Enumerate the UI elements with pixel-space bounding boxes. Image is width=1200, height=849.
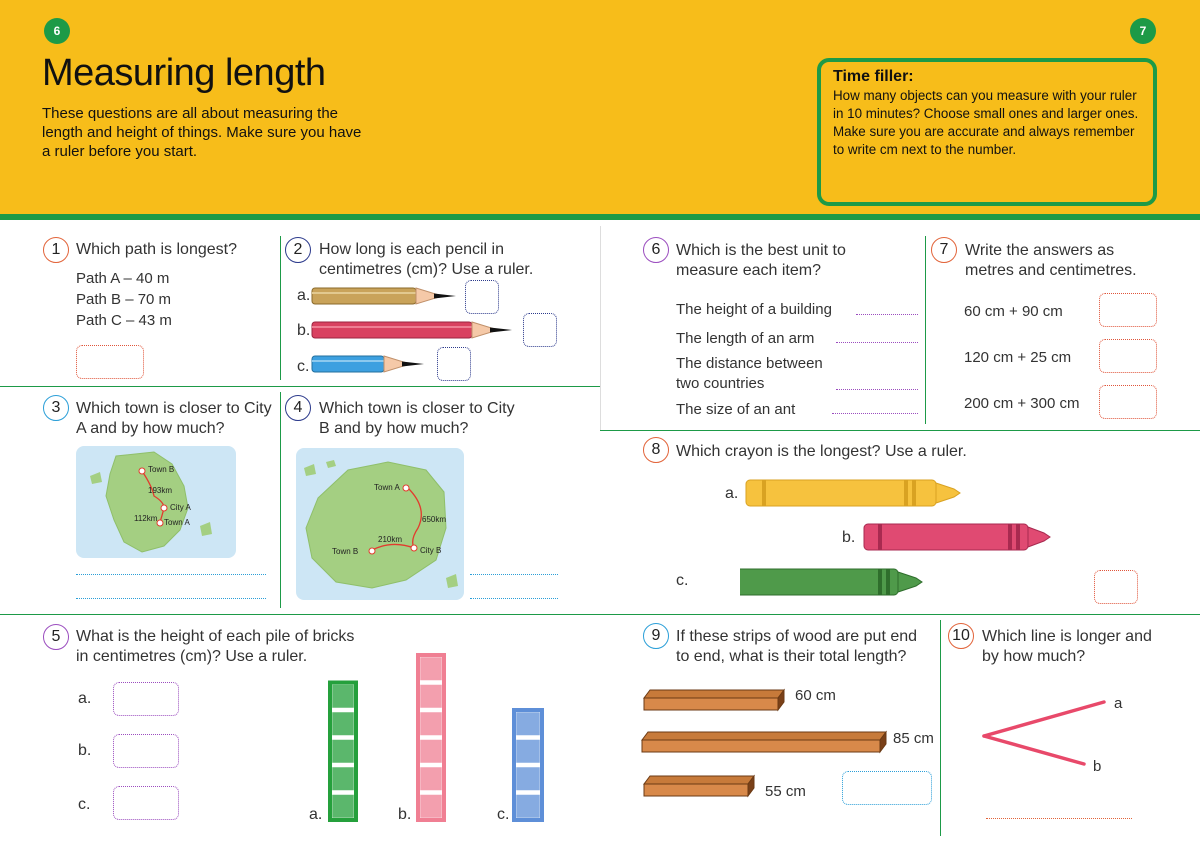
brick-pile-c	[514, 710, 542, 820]
label-c: c.	[676, 572, 689, 589]
question-number: 2	[285, 237, 311, 263]
answer-box-c[interactable]	[437, 347, 471, 381]
answer-box-b[interactable]	[523, 313, 557, 347]
map-label: City B	[420, 546, 442, 555]
question-text: Which crayon is the longest? Use a ruler.	[676, 443, 967, 460]
line-label-a: a	[1114, 695, 1123, 712]
map-distance: 193km	[148, 486, 173, 495]
strip-length: 85 cm	[893, 730, 934, 747]
brick	[421, 796, 441, 818]
crayon-b	[864, 524, 1050, 550]
brick	[517, 768, 539, 790]
pencil-c	[312, 356, 424, 372]
path-b: Path B – 70 m	[76, 291, 172, 308]
question-number: 4	[285, 395, 311, 421]
answer-box-b[interactable]	[113, 734, 179, 768]
label-a: a.	[297, 287, 311, 304]
question-text: Which town is closer to City A and by how much?	[76, 400, 272, 437]
divider	[280, 392, 281, 608]
sum-text: 200 cm + 300 cm	[964, 395, 1080, 412]
answer-line[interactable]	[470, 574, 558, 575]
question-text: Which line is longer and by how much?	[982, 628, 1152, 665]
brick	[517, 713, 539, 735]
crayon-a	[746, 480, 960, 506]
left-page-number: 6	[44, 18, 70, 44]
question-number: 9	[643, 623, 669, 649]
divider	[925, 236, 926, 424]
brick-pile-a	[330, 683, 356, 821]
question-text: Which town is closer to City B and by how much?	[319, 400, 515, 437]
map-q3	[76, 446, 236, 558]
question-number: 10	[948, 623, 974, 649]
path-a: Path A – 40 m	[76, 270, 170, 287]
item-text: The distance between two countries	[676, 355, 823, 392]
question-number: 7	[931, 237, 957, 263]
map-q4	[296, 448, 464, 600]
question-text: If these strips of wood are put end to end, what is their total length?	[676, 628, 918, 665]
sum-text: 60 cm + 90 cm	[964, 303, 1063, 320]
time-filler-heading: Time filler:	[833, 68, 914, 85]
pile-label-a: a.	[309, 806, 323, 823]
question-number: 5	[43, 624, 69, 650]
pile-label-c: c.	[497, 806, 510, 823]
brick	[333, 713, 353, 735]
answer-box[interactable]	[76, 345, 144, 379]
answer-line[interactable]	[836, 389, 918, 390]
question-text: Write the answers as metres and centimetres.	[965, 242, 1137, 279]
pencil-b	[312, 322, 512, 338]
brick-pile-b	[418, 655, 444, 820]
answer-line[interactable]	[836, 342, 918, 343]
right-page-number: 7	[1130, 18, 1156, 44]
label-a: a.	[78, 690, 92, 707]
strip-length: 60 cm	[795, 687, 836, 704]
wood-strip-1	[644, 690, 784, 710]
divider	[0, 614, 1200, 615]
answer-line[interactable]	[76, 574, 266, 575]
label-c: c.	[297, 358, 310, 375]
crayon-c	[740, 569, 922, 595]
answer-box-a[interactable]	[113, 682, 179, 716]
label-b: b.	[297, 322, 311, 339]
brick	[421, 686, 441, 708]
brick	[333, 796, 353, 818]
answer-box[interactable]	[1099, 385, 1157, 419]
item-text: The size of an ant	[676, 401, 796, 418]
answer-box-c[interactable]	[113, 786, 179, 820]
sum-text: 120 cm + 25 cm	[964, 349, 1072, 366]
divider	[280, 236, 281, 380]
divider	[940, 620, 941, 836]
answer-box-a[interactable]	[465, 280, 499, 314]
wood-strip-3	[644, 776, 754, 796]
map-label: Town A	[164, 518, 190, 527]
map-distance: 112km	[134, 514, 158, 523]
path-c: Path C – 43 m	[76, 312, 172, 329]
question-text: Which path is longest?	[76, 241, 237, 258]
brick	[333, 768, 353, 790]
answer-box[interactable]	[842, 771, 932, 805]
question-number: 3	[43, 395, 69, 421]
map-label: Town B	[332, 547, 359, 556]
line-label-b: b	[1093, 758, 1102, 775]
map-label: Town A	[374, 483, 400, 492]
answer-line[interactable]	[832, 413, 918, 414]
brick-piles	[300, 640, 560, 830]
map-label: City A	[170, 503, 191, 512]
label-b: b.	[78, 742, 92, 759]
page-intro: These questions are all about measuring the length and height of things. Make sure you have a ruler before you start.	[42, 105, 362, 160]
brick	[421, 741, 441, 763]
brick	[517, 741, 539, 763]
label-b: b.	[842, 529, 856, 546]
strip-length: 55 cm	[765, 783, 806, 800]
answer-line[interactable]	[856, 314, 918, 315]
wood-strip-2	[642, 732, 886, 752]
brick	[333, 686, 353, 708]
answer-line[interactable]	[76, 598, 266, 599]
lines-diagram	[978, 696, 1128, 776]
question-text: Which is the best unit to measure each item?	[676, 242, 846, 279]
answer-box[interactable]	[1099, 293, 1157, 327]
brick	[333, 741, 353, 763]
label-c: c.	[78, 796, 91, 813]
map-distance: 210km	[378, 535, 403, 544]
answer-box[interactable]	[1094, 570, 1138, 604]
question-text: How long is each pencil in centimetres (cm)? Use a ruler.	[319, 241, 534, 278]
item-text: The height of a building	[676, 301, 832, 318]
label-a: a.	[725, 485, 739, 502]
question-number: 6	[643, 237, 669, 263]
brick	[421, 713, 441, 735]
map-distance: 650km	[422, 515, 447, 524]
divider	[600, 430, 1200, 431]
time-filler-box	[817, 58, 1157, 206]
pile-label-b: b.	[398, 806, 412, 823]
pencil-a	[312, 288, 456, 304]
map-label: Town B	[148, 465, 175, 474]
time-filler-text: How many objects can you measure with your ruler in 10 minutes? Choose small ones and larger ones. Make sure you are accurate and always remember to write cm next to the number.	[833, 88, 1139, 157]
brick	[517, 796, 539, 818]
brick	[421, 658, 441, 680]
spine	[600, 226, 601, 430]
question-text: What is the height of each pile of bricks in centimetres (cm)? Use a ruler.	[76, 628, 355, 665]
divider	[0, 386, 600, 387]
item-text: The length of an arm	[676, 330, 815, 347]
question-number: 1	[43, 237, 69, 263]
page-title: Measuring length	[42, 52, 326, 94]
answer-line[interactable]	[986, 818, 1132, 819]
question-number: 8	[643, 437, 669, 463]
crayons	[740, 475, 1060, 601]
brick	[421, 768, 441, 790]
answer-line[interactable]	[470, 598, 558, 599]
answer-box[interactable]	[1099, 339, 1157, 373]
